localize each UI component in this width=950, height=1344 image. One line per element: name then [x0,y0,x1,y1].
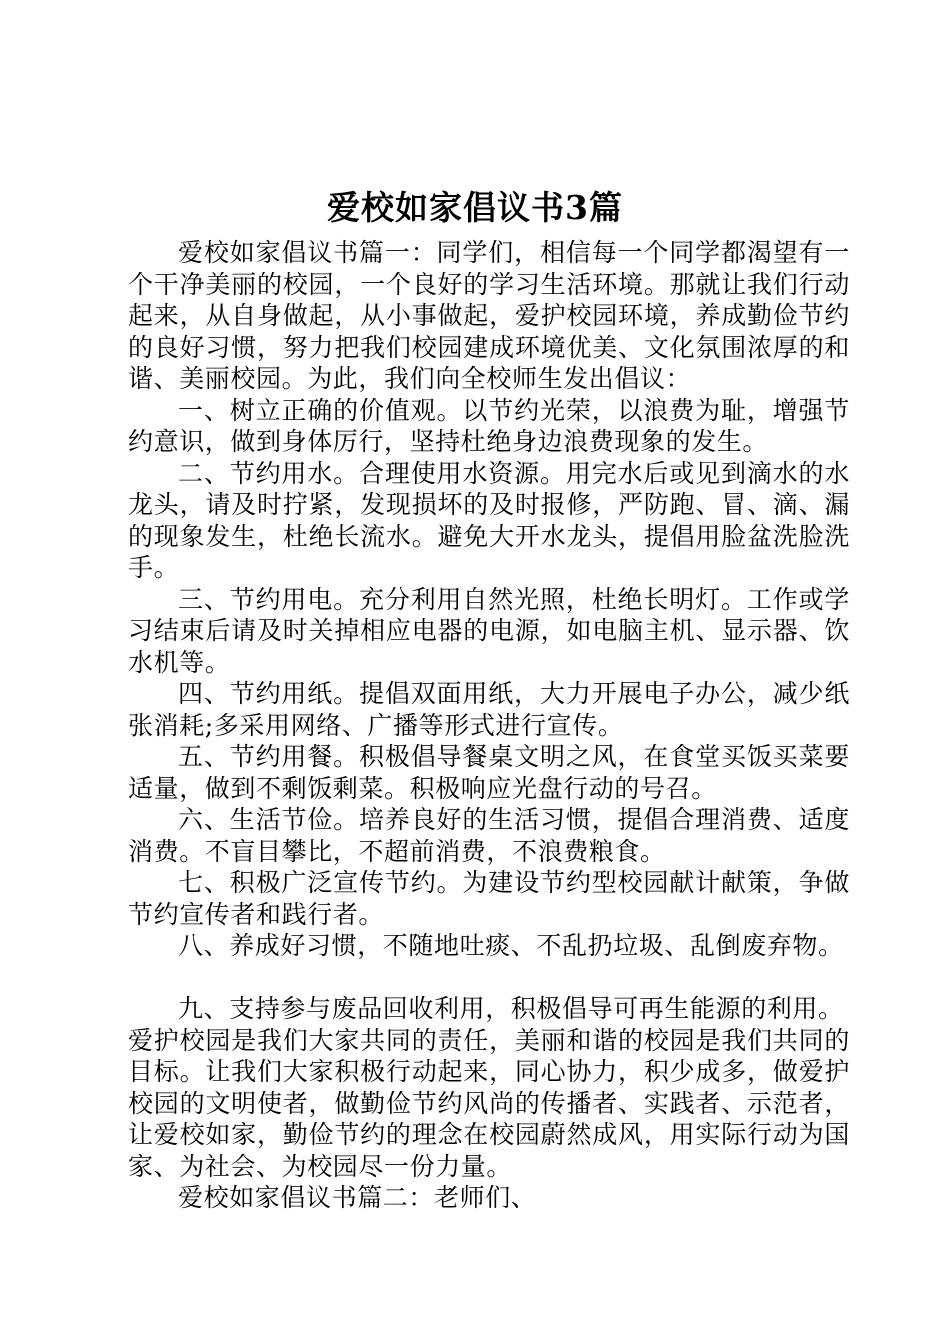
paragraph-item-7: 七、积极广泛宣传节约。为建设节约型校园献计献策，争做节约宣传者和践行者。 [128,868,850,929]
document-title: 爱校如家倡议书3篇 [327,188,623,227]
paragraph-section-2-start: 爱校如家倡议书篇二：老师们、 [178,1183,537,1212]
paragraph-item-8: 八、养成好习惯，不随地吐痰、不乱扔垃圾、乱倒废弃物。 [178,931,844,960]
paragraph-closing: 爱护校园是我们大家共同的责任，美丽和谐的校园是我们共同的目标。让我们大家积极行动起来，同心协力，积少成多，做爱护校园的文明使者，做勤俭节约风尚的传播者、实践者、示范者，让爱校如家，勤俭节约的理念在校园蔚然成风，用实际行动为国家、为社会、为校园尽一份力量。 [128,1025,850,1181]
document-body [128,237,850,1214]
paragraph-spacer [128,962,850,994]
paragraph-item-1: 一、树立正确的价值观。以节约光荣，以浪费为耻，增强节约意识，做到身体厉行，坚持杜绝身边浪费现象的发生。 [128,395,850,456]
paragraph-item-2: 二、节约用水。合理使用水资源。用完水后或见到滴水的水龙头，请及时拧紧，发现损坏的及时报修，严防跑、冒、滴、漏的现象发生，杜绝长流水。避免大开水龙头，提倡用脸盆洗脸洗手。 [128,458,850,582]
paragraph-intro: 爱校如家倡议书篇一：同学们，相信每一个同学都渴望有一个干净美丽的校园，一个良好的学习生活环境。那就让我们行动起来，从自身做起，从小事做起，爱护校园环境，养成勤俭节约的良好习惯，努力把我们校园建成环境优美、文化氛围浓厚的和谐、美丽校园。为此，我们向全校师生发出倡议： [128,238,850,393]
paragraph-item-9: 九、支持参与废品回收利用，积极倡导可再生能源的利用。 [178,994,844,1023]
paragraph-item-5: 五、节约用餐。积极倡导餐桌文明之风，在食堂买饭买菜要适量，做到不剩饭剩菜。积极响应光盘行动的号召。 [128,742,850,803]
paragraph-item-6: 六、生活节俭。培养良好的生活习惯，提倡合理消费、适度消费。不盲目攀比，不超前消费，不浪费粮食。 [128,805,850,866]
paragraph-item-3: 三、节约用电。充分利用自然光照，杜绝长明灯。工作或学习结束后请及时关掉相应电器的电源，如电脑主机、显示器、饮水机等。 [128,584,850,677]
paragraph-item-4: 四、节约用纸。提倡双面用纸，大力开展电子办公，减少纸张消耗;多采用网络、广播等形式进行宣传。 [128,679,850,740]
